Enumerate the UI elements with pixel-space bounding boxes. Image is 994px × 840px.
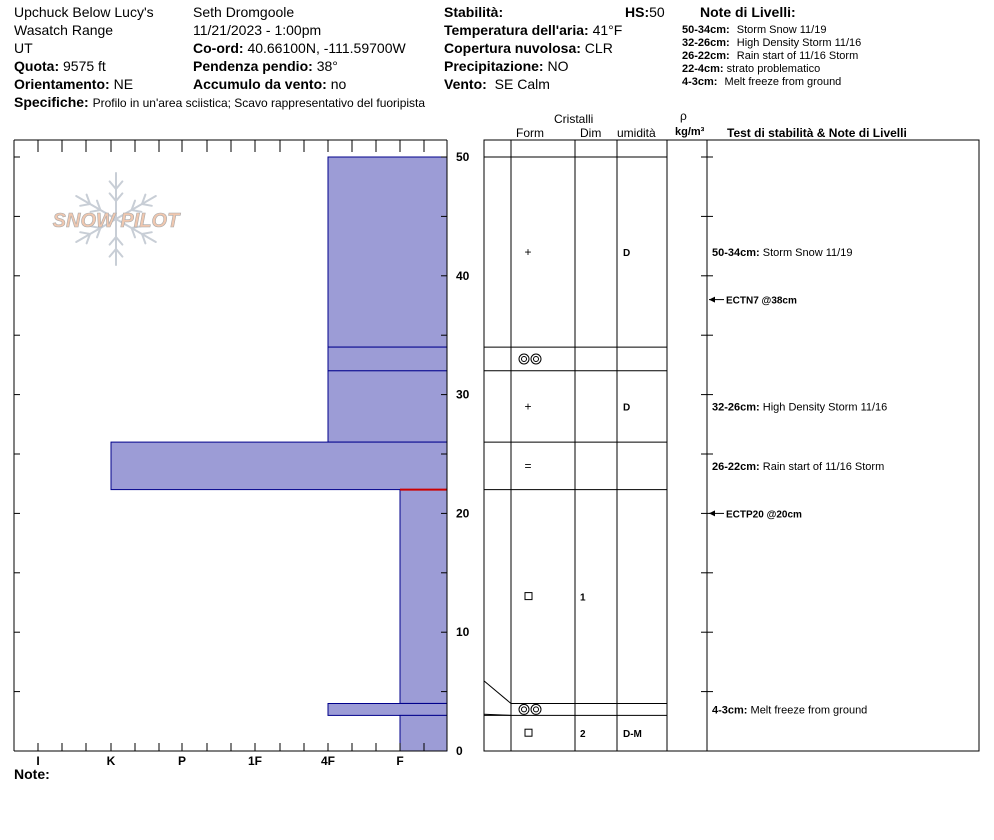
- location-name: Upchuck Below Lucy's: [14, 4, 154, 20]
- state: UT: [14, 40, 33, 56]
- test-arrow-icon: [709, 510, 715, 516]
- layer-note-range: 4-3cm:: [682, 76, 718, 88]
- layer-note-text: High Density Storm 11/16: [736, 37, 862, 49]
- air-temp-label: Temperatura dell'aria:: [444, 22, 589, 38]
- grain-outer-icon: [519, 354, 529, 364]
- coordinates-value: 40.66100N, -111.59700W: [247, 40, 406, 56]
- hardness-bar: [328, 371, 447, 442]
- grain-outer-icon: [519, 704, 529, 714]
- precip-label: Precipitazione:: [444, 58, 544, 74]
- grain-inner-icon: [534, 707, 539, 712]
- density-unit: kg/m³: [675, 126, 705, 138]
- faceted-crystal-icon: [525, 729, 532, 736]
- height-tick-label: 20: [456, 506, 470, 521]
- grain-inner-icon: [522, 707, 527, 712]
- layer-note-entry-text: Rain start of 11/16 Storm: [762, 460, 885, 473]
- stability-label: Stabilità:: [444, 4, 504, 20]
- layer-note-range: 32-26cm:: [682, 37, 730, 49]
- observer-name: Seth Dromgoole: [193, 4, 295, 20]
- hs-label: HS:: [625, 4, 650, 20]
- grain-inner-icon: [522, 357, 527, 362]
- layer-note-entry: [712, 402, 887, 414]
- hardness-label: K: [106, 754, 116, 768]
- layer-note-entry: [712, 247, 852, 259]
- layer-note-text: Rain start of 11/16 Storm: [736, 50, 859, 62]
- layer-note-entry-text: High Density Storm 11/16: [762, 401, 888, 414]
- height-tick-label: 0: [456, 744, 463, 758]
- layer-note-entry-range: 4-3cm:: [712, 704, 751, 717]
- wind-loading-value: no: [330, 76, 347, 92]
- layer-notes-title: Note di Livelli:: [700, 4, 796, 20]
- hardness-label: P: [177, 754, 187, 768]
- specifics-label: Specifiche:: [14, 94, 89, 110]
- crystal-form-symbol: +: [524, 399, 532, 414]
- size-header: Dim: [580, 126, 602, 140]
- layer-note-text: strato problematico: [726, 63, 821, 75]
- stability-notes-header: Test di stabilità & Note di Livelli: [727, 126, 907, 140]
- flake-branch: [80, 232, 90, 234]
- flake-branch: [80, 204, 90, 206]
- crystals-header: Cristalli: [554, 112, 594, 126]
- elevation-label: Quota:: [14, 58, 60, 74]
- hs-value: 50: [649, 4, 665, 20]
- snowflake-logo-icon: [53, 173, 181, 265]
- air-temp-value: 41°F: [592, 22, 623, 38]
- layer-note-entry-range: 50-34cm:: [712, 247, 763, 259]
- wind-label: Vento:: [444, 76, 487, 92]
- crystal-moisture: D: [623, 248, 631, 259]
- crystal-moisture: D-M: [623, 729, 642, 741]
- hardness-bar: [111, 442, 447, 490]
- density-symbol: ρ: [680, 109, 687, 123]
- layer-note-entry-text: Melt freeze from ground: [750, 704, 868, 717]
- table-frame: [484, 140, 979, 751]
- coordinates-label: Co-ord:: [193, 40, 244, 56]
- layer-note-text: Storm Snow 11/19: [736, 24, 827, 36]
- test-arrow-icon: [709, 297, 715, 303]
- moisture-header: umidità: [617, 126, 656, 140]
- stability-test-label: ECTP20 @20cm: [726, 509, 802, 521]
- layer-note-range: 50-34cm:: [682, 24, 730, 36]
- crystal-size: 2: [580, 729, 586, 741]
- precip-value: NO: [547, 58, 569, 74]
- height-tick-label: 40: [456, 268, 470, 283]
- crystal-form-symbol: =: [524, 458, 532, 473]
- crystal-form-symbol: +: [524, 245, 532, 259]
- flake-branch: [142, 204, 152, 206]
- layer-note-range: 26-22cm:: [682, 50, 730, 62]
- hardness-bar: [328, 347, 447, 371]
- hardness-bar: [328, 157, 447, 347]
- elevation-value: 9575 ft: [63, 58, 106, 74]
- layer-note-entry: [712, 461, 884, 473]
- height-tick-label: 50: [456, 150, 470, 164]
- melt-freeze-icon: [519, 354, 541, 364]
- grain-outer-icon: [531, 354, 541, 364]
- aspect-label: Orientamento:: [14, 76, 110, 92]
- hardness-bar: [328, 704, 447, 716]
- layer-note-entry-range: 32-26cm:: [712, 401, 763, 414]
- hardness-label: I: [36, 754, 40, 768]
- wind-loading-label: Accumulo da vento:: [193, 76, 327, 92]
- hardness-label: 1F: [247, 754, 263, 768]
- cloud-label: Copertura nuvolosa:: [444, 40, 581, 56]
- aspect-value: NE: [113, 76, 134, 92]
- cloud-value: CLR: [584, 40, 613, 56]
- observation-datetime: 11/21/2023 - 1:00pm: [193, 22, 322, 38]
- form-header: Form: [516, 126, 544, 140]
- note-label: Note:: [14, 766, 50, 782]
- stability-test-label: ECTN7 @38cm: [726, 295, 797, 307]
- faceted-crystal-icon: [525, 593, 532, 600]
- height-tick-label: 10: [456, 625, 470, 640]
- hardness-label: 4F: [320, 754, 336, 768]
- height-tick-label: 30: [456, 387, 470, 402]
- layer-note-entry-range: 26-22cm:: [712, 460, 763, 473]
- layer-boundary-connector: [484, 681, 511, 704]
- crystal-moisture: D: [623, 402, 631, 414]
- mountain-range: Wasatch Range: [14, 22, 114, 38]
- layer-note-entry: [712, 704, 867, 716]
- layer-note-text: Melt freeze from ground: [724, 76, 842, 88]
- layer-note-entry-text: Storm Snow 11/19: [762, 247, 853, 259]
- logo-text: SNOW PILOT: [52, 210, 180, 232]
- hardness-bar: [400, 490, 447, 704]
- slope-label: Pendenza pendio:: [193, 58, 313, 74]
- grain-outer-icon: [531, 704, 541, 714]
- layer-note-range: 22-4cm:: [682, 63, 724, 75]
- wind-value: SE Calm: [494, 76, 550, 92]
- melt-freeze-icon: [519, 704, 541, 714]
- crystal-size: 1: [580, 592, 586, 604]
- flake-branch: [142, 232, 152, 234]
- hardness-label: F: [396, 754, 404, 768]
- grain-inner-icon: [534, 357, 539, 362]
- specifics-value: Profilo in un'area sciistica; Scavo rappresentativo del fuoripista: [92, 96, 426, 110]
- slope-value: 38°: [316, 58, 338, 74]
